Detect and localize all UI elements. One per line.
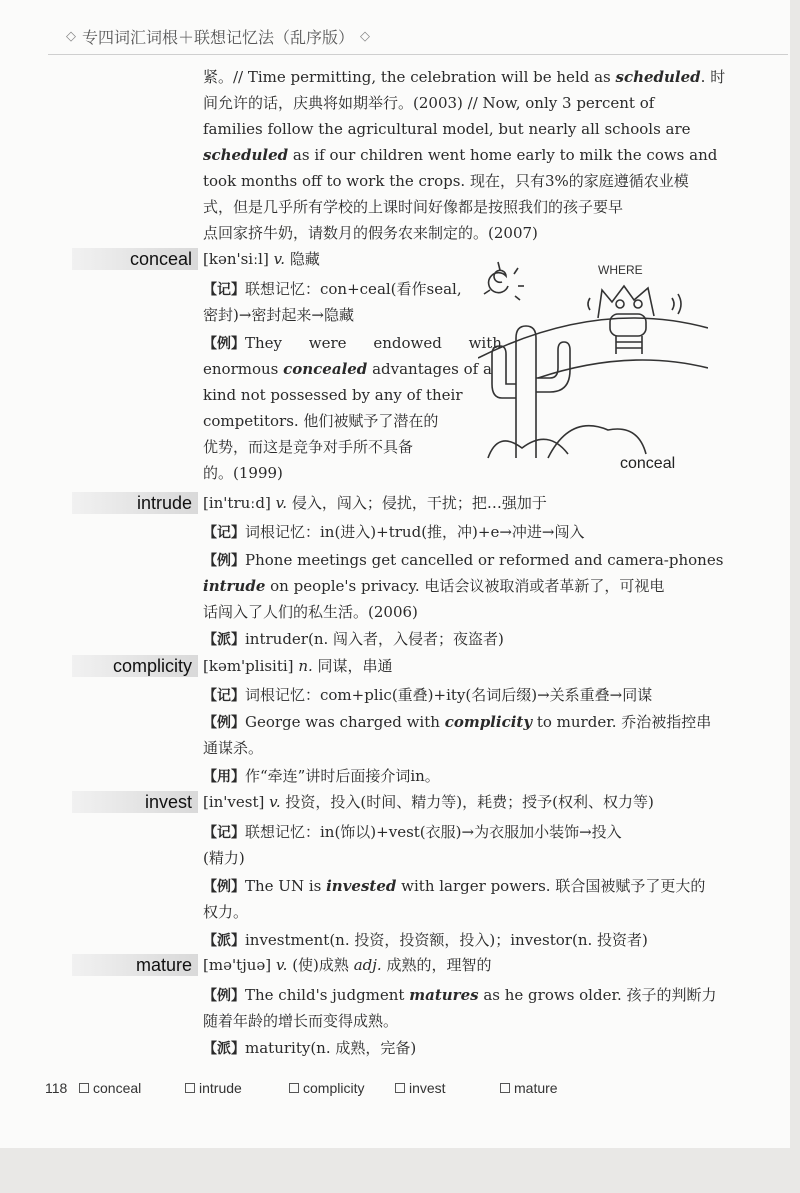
entry-head-mature <box>203 954 723 976</box>
conceal-illustration <box>478 258 708 478</box>
header-rule <box>48 54 788 55</box>
meaning: 同谋，串通 <box>317 657 393 675</box>
example-line: 权力。 <box>203 903 249 921</box>
meaning: (使)成熟 <box>292 956 349 974</box>
entry-head-invest <box>203 791 723 813</box>
example-line: 【例】They were endowed with <box>203 334 502 352</box>
derivative-line: 【派】intruder(n. 闯入者，入侵者；夜盗者) <box>203 630 504 648</box>
entry-head-complicity <box>203 655 723 677</box>
page-number: 118 <box>45 1080 68 1096</box>
intro-line: families follow the agricultural model, but nearly all schools are <box>203 120 691 138</box>
memory-line: 【记】联想记忆：con+ceal(看作seal, <box>203 280 462 298</box>
checkbox-icon[interactable] <box>500 1083 510 1093</box>
phonetic: [in'vest] <box>203 793 265 811</box>
checkbox-item[interactable]: invest <box>395 1080 446 1096</box>
diamond-icon: ◇ <box>66 28 76 44</box>
checkbox-icon[interactable] <box>185 1083 195 1093</box>
page-header <box>60 22 376 50</box>
entry-word-conceal: conceal <box>72 248 198 270</box>
example-line: 【例】Phone meetings get cancelled or reformed and camera-phones <box>203 551 724 569</box>
phonetic: [kən'siːl] <box>203 250 269 268</box>
example-line: 话闯入了人们的私生活。(2006) <box>203 603 418 621</box>
checkbox-item[interactable]: conceal <box>79 1080 141 1096</box>
derivative-line: 【派】maturity(n. 成熟，完备) <box>203 1039 417 1057</box>
checkbox-item[interactable]: intrude <box>185 1080 242 1096</box>
checkbox-icon[interactable] <box>289 1083 299 1093</box>
entry-word-complicity: complicity <box>72 655 198 677</box>
intro-line: took months off to work the crops. 现在，只有3%的家庭遵循农业模 <box>203 172 689 190</box>
derivative-line: 【派】investment(n. 投资，投资额，投入)；investor(n. 投资者) <box>203 931 648 949</box>
svg-text:WHERE: WHERE <box>598 263 643 277</box>
example-line: 优势，而这是竞争对手所不具备 <box>203 438 414 456</box>
page-footer <box>45 1080 745 1102</box>
entry-head-intrude <box>203 492 723 514</box>
example-line: competitors. 他们被赋予了潜在的 <box>203 412 439 430</box>
example-line: intrude on people's privacy. 电话会议被取消或者革新了，可视电 <box>203 577 665 595</box>
header-title: 专四词汇词根＋联想记忆法（乱序版） <box>82 27 355 47</box>
meaning: 侵入，闯入；侵扰，干扰；把…强加于 <box>291 494 547 512</box>
checkbox-icon[interactable] <box>79 1083 89 1093</box>
part-of-speech: v. <box>269 793 281 811</box>
intro-line: 间允许的话，庆典将如期举行。(2003) // Now, only 3 percent of <box>203 94 655 112</box>
part-of-speech-2: adj. <box>353 956 382 974</box>
intro-line: 紧。// Time permitting, the celebration will be held as scheduled. 时 <box>203 68 726 86</box>
part-of-speech: n. <box>298 657 313 675</box>
example-line: 的。(1999) <box>203 464 283 482</box>
usage-line: 【用】作“牵连”讲时后面接介词in。 <box>203 767 440 785</box>
checkbox-icon[interactable] <box>395 1083 405 1093</box>
memory-line: 【记】词根记忆：com+plic(重叠)+ity(名词后缀)→关系重叠→同谋 <box>203 686 653 704</box>
part-of-speech: v. <box>275 956 288 974</box>
intro-line: 式，但是几乎所有学校的上课时间好像都是按照我们的孩子要早 <box>203 198 624 216</box>
illustration-caption: conceal <box>620 455 676 472</box>
example-line: 通谋杀。 <box>203 739 264 757</box>
phonetic: [in'truːd] <box>203 494 271 512</box>
checkbox-item[interactable]: mature <box>500 1080 558 1096</box>
intro-line: scheduled as if our children went home early to milk the cows and <box>203 146 718 164</box>
memory-line: (精力) <box>203 849 245 867</box>
meaning: 投资，投入(时间、精力等)，耗费；授予(权利、权力等) <box>285 793 654 811</box>
entry-word-mature: mature <box>72 954 198 976</box>
example-line: enormous concealed advantages of a <box>203 360 492 378</box>
checkbox-item[interactable]: complicity <box>289 1080 364 1096</box>
diamond-icon: ◇ <box>360 28 371 44</box>
memory-line: 【记】词根记忆：in(进入)+trud(推，冲)+e→冲进→闯入 <box>203 523 585 541</box>
phonetic: [kəm'plisiti] <box>203 657 294 675</box>
memory-line: 密封)→密封起来→隐藏 <box>203 306 354 324</box>
example-line: kind not possessed by any of their <box>203 386 463 404</box>
part-of-speech: v. <box>273 250 286 268</box>
example-line: 【例】The child's judgment matures as he grows older. 孩子的判断力 <box>203 986 717 1004</box>
part-of-speech: v. <box>275 494 288 512</box>
memory-line: 【记】联想记忆：in(饰以)+vest(衣服)→为衣服加小装饰→投入 <box>203 823 622 841</box>
intro-line: 点回家挤牛奶，请数月的假务农来制定的。(2007) <box>203 224 538 242</box>
phonetic: [mə'tjuə] <box>203 956 272 974</box>
example-line: 随着年龄的增长而变得成熟。 <box>203 1012 399 1030</box>
example-line: 【例】The UN is invested with larger powers. 联合国被赋予了更大的 <box>203 877 706 895</box>
meaning-2: 成熟的，理智的 <box>386 956 492 974</box>
entry-word-invest: invest <box>72 791 198 813</box>
example-line: 【例】George was charged with complicity to murder. 乔治被指控串 <box>203 713 712 731</box>
entry-word-intrude: intrude <box>72 492 198 514</box>
meaning: 隐藏 <box>289 250 320 268</box>
